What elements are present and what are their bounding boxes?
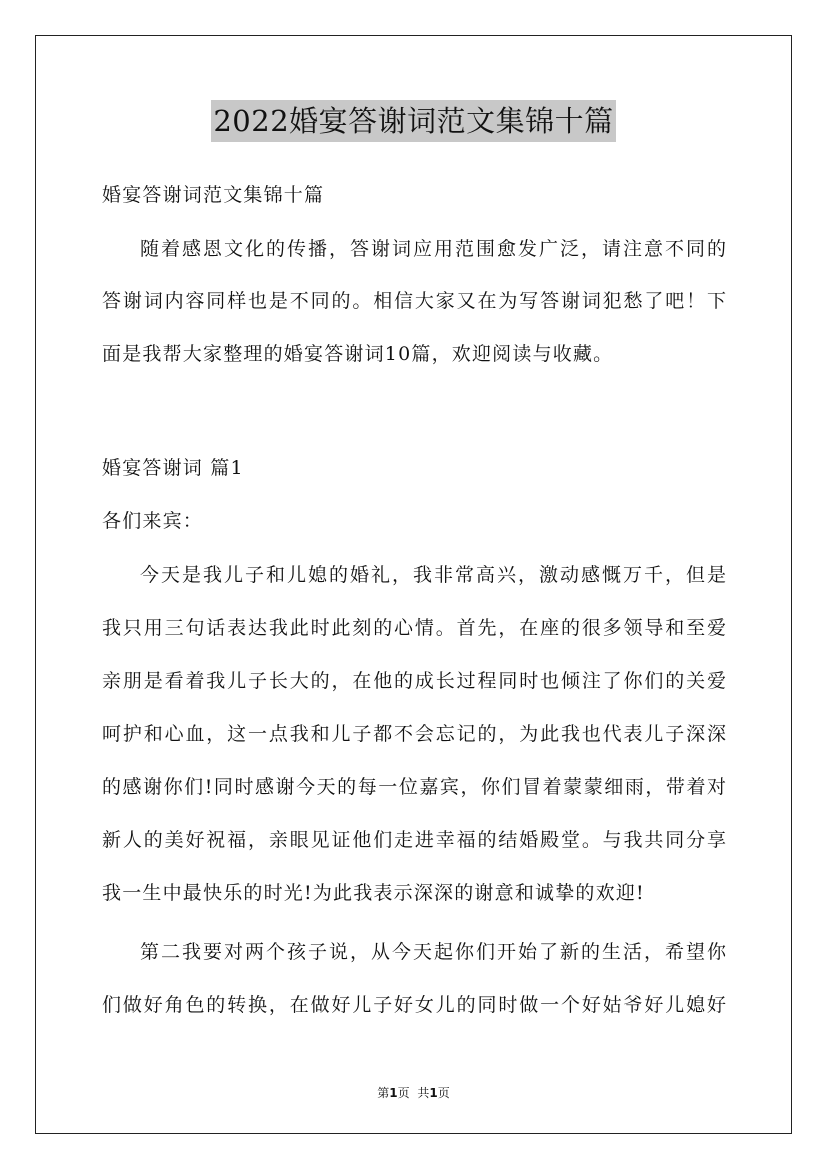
salutation: 各们来宾： <box>102 510 204 532</box>
footer-total-prefix: 共 <box>417 1086 430 1100</box>
document-subtitle: 婚宴答谢词范文集锦十篇 <box>102 184 325 206</box>
para1-line-1: 今天是我儿子和儿媳的婚礼，我非常高兴，激动感慨万千，但是 <box>140 564 726 586</box>
footer-page-prefix: 第 <box>377 1086 390 1100</box>
para1-line-4: 呵护和心血，这一点我和儿子都不会忘记的，为此我也代表儿子深深 <box>102 723 726 745</box>
intro-line-3: 面是我帮大家整理的婚宴答谢词10篇，欢迎阅读与收藏。 <box>102 343 614 365</box>
section-heading: 婚宴答谢词 篇1 <box>102 457 244 479</box>
page-footer <box>0 1084 827 1101</box>
document-title-text: 2022婚宴答谢词范文集锦十篇 <box>211 100 615 142</box>
footer-page-number: 1 <box>389 1086 398 1100</box>
document-title <box>0 100 827 142</box>
para1-line-5: 的感谢你们!同时感谢今天的每一位嘉宾，你们冒着蒙蒙细雨，带着对 <box>102 776 726 798</box>
para1-line-7: 我一生中最快乐的时光!为此我表示深深的谢意和诚挚的欢迎! <box>102 882 645 904</box>
para1-line-2: 我只用三句话表达我此时此刻的心情。首先，在座的很多领导和至爱 <box>102 617 726 639</box>
footer-total-number: 1 <box>429 1086 438 1100</box>
intro-line-1: 随着感恩文化的传播，答谢词应用范围愈发广泛，请注意不同的 <box>140 238 726 260</box>
para1-line-3: 亲朋是看着我儿子长大的，在他的成长过程同时也倾注了你们的关爱 <box>102 670 726 692</box>
footer-total-suffix: 页 <box>437 1086 450 1100</box>
footer-page-suffix: 页 <box>397 1086 410 1100</box>
para2-line-1: 第二我要对两个孩子说，从今天起你们开始了新的生活，希望你 <box>140 941 726 963</box>
intro-line-2: 答谢词内容同样也是不同的。相信大家又在为写答谢词犯愁了吧！下 <box>102 290 726 312</box>
para1-line-6: 新人的美好祝福，亲眼见证他们走进幸福的结婚殿堂。与我共同分享 <box>102 829 726 851</box>
para2-line-2: 们做好角色的转换，在做好儿子好女儿的同时做一个好姑爷好儿媳好 <box>102 994 726 1016</box>
